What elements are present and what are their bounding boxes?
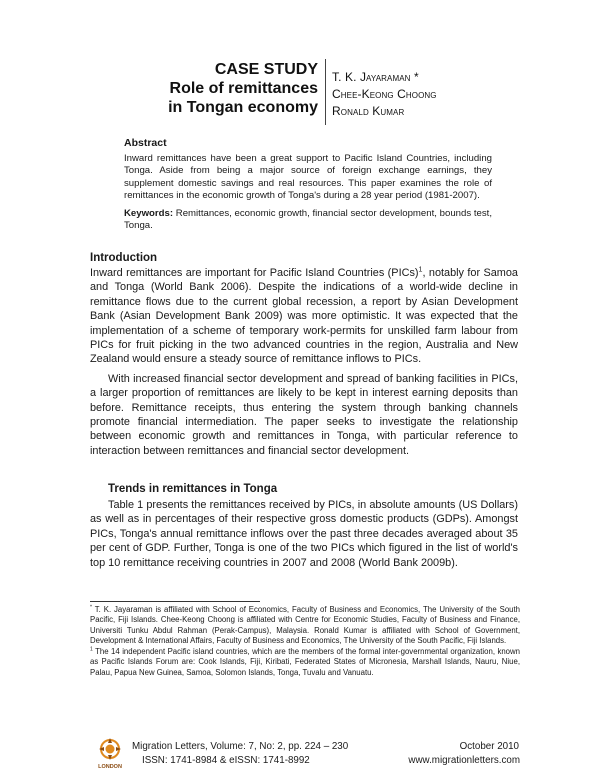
intro-paragraph-2: With increased financial sector development and spread of banking facilities in PICs, a larger proportion of remittances are likely to be kept in interest earning deposits than before. Remittance receipts, thus entering the system through banking channels promote financial intermediation. The paper seeks to investigate the relationship between economic growth and remittances in Tonga, with particular reference to interaction between remittances and financial sector development. bbox=[90, 372, 518, 457]
author-list bbox=[332, 69, 437, 120]
keywords-label: Keywords: bbox=[124, 208, 174, 220]
trends-body bbox=[90, 498, 518, 575]
footnote-star-mark: * bbox=[90, 604, 92, 611]
intro-p1-rest: , notably for Samoa and Tonga (World Bank 2006). Despite the indications of a world-wide decline in remittance flows due to the current global recession, a report by Asian Development Bank (Asian Development Bank 2009) was more optimistic. It was expected that the implementation of a scheme of temporary work-permits for unskilled farm labour from PICs for fruit picking in the two advanced countries in the region, Australia and New Zealand would ensure a steady source of remittance inflows to PICs. bbox=[90, 267, 518, 366]
journal-citation: Migration Letters, Volume: 7, No: 2, pp. 224 – 230 bbox=[132, 741, 349, 752]
footnote-ref-1: 1 bbox=[418, 265, 423, 274]
title-line-3: in Tongan economy bbox=[168, 99, 318, 116]
title-line-2: Role of remittances bbox=[169, 80, 318, 97]
intro-paragraph-1 bbox=[90, 266, 518, 367]
introduction-body bbox=[90, 266, 518, 463]
publisher-logo-icon bbox=[92, 737, 128, 771]
trends-heading: Trends in remittances in Tonga bbox=[108, 483, 278, 495]
keywords-text: Remittances, economic growth, financial sector development, bounds test, Tonga. bbox=[124, 208, 492, 232]
trends-paragraph-1: Table 1 presents the remittances received by PICs, in absolute amounts (US Dollars) as well as in percentages of their respective gross domestic products (GDPs). Amongst PICs, Tonga's annual remittance inflows over the past three decades averaged about 35 per cent of GDP. Further, Tonga is one of the two PICs which figured in the list of world's top 10 remittance receiving countries in 2007 and 2008 (World Bank 2009b). bbox=[90, 499, 518, 569]
article-title bbox=[120, 60, 318, 117]
issn: ISSN: 1741-8984 & eISSN: 1741-8992 bbox=[142, 755, 310, 766]
author-3: Ronald Kumar bbox=[332, 104, 405, 118]
abstract bbox=[124, 137, 492, 233]
author-2: Chee-Keong Choong bbox=[332, 87, 437, 101]
abstract-text: Inward remittances have been a great support to Pacific Island Countries, including Tonga. Aside from being a major source of foreign exchange earnings, they supplement domestic savings and real resources. This paper examines the role of remittances in the economic growth of Tonga's during a 28 year period (1981-2007). bbox=[124, 153, 492, 201]
publisher-logo bbox=[92, 737, 128, 771]
footnote-author-affiliations bbox=[90, 605, 520, 646]
journal-url[interactable]: www.migrationletters.com bbox=[408, 755, 520, 766]
footnote-star-text: T. K. Jayaraman is affiliated with School of Economics, Faculty of Business and Economics, The University of the South Pacific, Fiji Islands. Chee-Keong Choong is affiliated with Centre for Economic Studies, Faculty of Business and Finance, Universiti Tunku Abdul Rahman (Perak-Campus), Malaysia. Ronald Kumar is affiliated with School of Government, Development & International Affairs, Faculty of Business and Economics, The University of the South Pacific, Fiji Islands. bbox=[90, 605, 521, 645]
footnote-rule bbox=[90, 601, 260, 602]
intro-p1-start: Inward remittances are important for Pacific Island Countries (PICs) bbox=[90, 267, 419, 279]
footnote-1-mark: 1 bbox=[90, 646, 93, 653]
issue-date: October 2010 bbox=[459, 741, 519, 752]
title-divider bbox=[325, 59, 326, 125]
logo-wordmark: LONDON bbox=[98, 764, 122, 770]
introduction-heading: Introduction bbox=[90, 252, 158, 264]
author-1: T. K. Jayaraman * bbox=[332, 70, 419, 84]
title-line-1: CASE STUDY bbox=[214, 61, 318, 78]
footnotes bbox=[90, 605, 520, 679]
footnote-1 bbox=[90, 647, 520, 678]
footnote-1-text: The 14 independent Pacific island countries, which are the members of the formal inter-governmental organization, known as Pacific Islands Forum are: Cook Islands, Fiji, Kiribati, Federated States of Micronesia, Marshall Islands, Nauru, Niue, Palau, Papua New Guinea, Samoa, Solomon Islands, Tonga, Tuvalu and Vanuatu. bbox=[90, 647, 520, 677]
abstract-heading: Abstract bbox=[124, 137, 167, 149]
keywords bbox=[124, 208, 492, 233]
